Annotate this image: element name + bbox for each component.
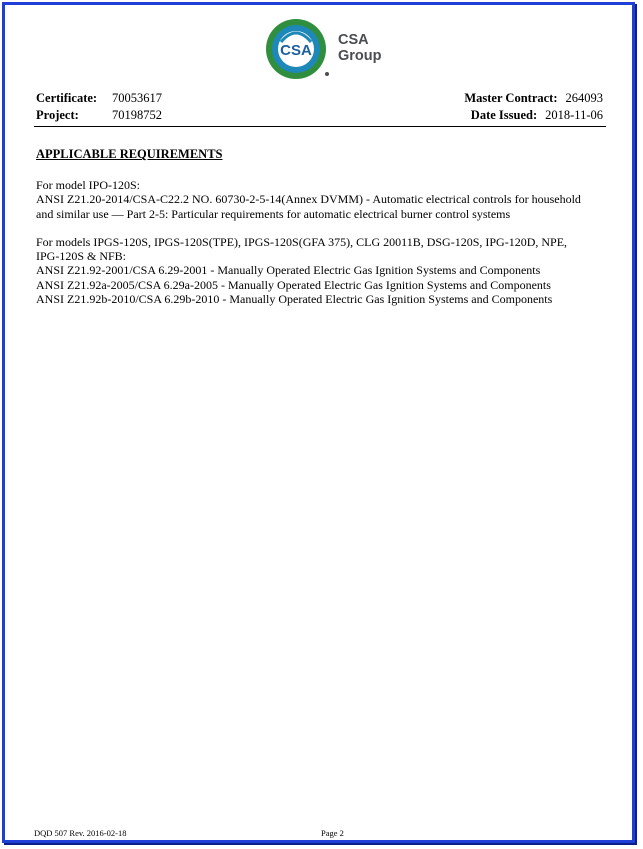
project-value: 70198752	[112, 108, 162, 122]
requirements-body	[36, 178, 606, 306]
certificate-label: Certificate:	[36, 91, 98, 105]
date-issued-label: Date Issued:	[470, 108, 538, 122]
csa-emblem-icon	[263, 18, 333, 80]
para2-line: IPG-120S & NFB:	[36, 249, 127, 264]
para1-line: and similar use — Part 2-5: Particular requirements for automatic electrical burner control systems	[36, 206, 511, 221]
para2-line: ANSI Z21.92a-2005/CSA 6.29a-2005 - Manually Operated Electric Gas Ignition Systems and Components	[36, 277, 551, 292]
header-divider	[34, 126, 606, 127]
para1-line: ANSI Z21.20-2014/CSA-C22.2 NO. 60730-2-5-14(Annex DVMM) - Automatic electrical controls for household	[36, 192, 581, 207]
page-frame	[2, 2, 635, 843]
date-issued-value: 2018-11-06	[545, 108, 603, 122]
para2-line: For models IPGS-120S, IPGS-120S(TPE), IPGS-120S(GFA 375), CLG 20011B, DSG-120S, IPG-120D, NPE,	[36, 234, 568, 249]
csa-group-logo	[263, 18, 393, 80]
master-contract-value: 264093	[565, 91, 603, 105]
brand-name: CSA Group	[338, 32, 382, 64]
project-label: Project:	[36, 108, 79, 122]
page-number: Page 2	[321, 828, 344, 838]
master-contract-row	[464, 90, 603, 107]
para2-line: ANSI Z21.92-2001/CSA 6.29-2001 - Manually Operated Electric Gas Ignition Systems and Components	[36, 263, 541, 278]
section-title: APPLICABLE REQUIREMENTS	[36, 147, 223, 161]
project-row	[36, 107, 162, 124]
form-code: DQD 507 Rev. 2016-02-18	[34, 828, 127, 838]
master-contract-label: Master Contract:	[464, 91, 558, 105]
svg-text:CSA: CSA	[280, 42, 312, 59]
header-right	[464, 90, 603, 124]
certificate-row	[36, 90, 162, 107]
para1-line: For model IPO-120S:	[36, 178, 141, 192]
header-left	[36, 90, 162, 124]
certificate-value: 70053617	[112, 91, 162, 105]
para2-line: ANSI Z21.92b-2010/CSA 6.29b-2010 - Manually Operated Electric Gas Ignition Systems and Components	[36, 292, 553, 307]
date-issued-row	[464, 107, 603, 124]
